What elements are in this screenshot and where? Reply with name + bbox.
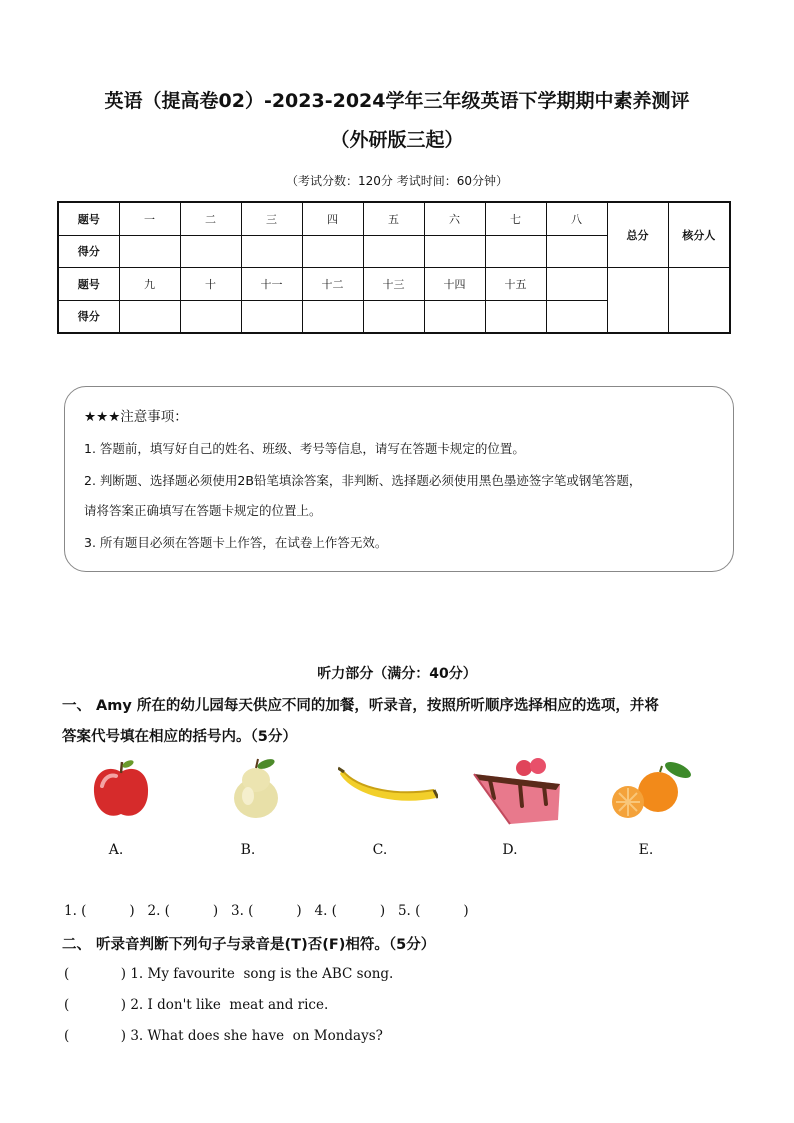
- question-number-cell: 十五: [485, 267, 546, 300]
- banana-icon: [338, 756, 438, 804]
- score-cell[interactable]: [546, 235, 607, 267]
- question-1-instruction: 一、 Amy 所在的幼儿园每天供应不同的加餐，听录音，按照所听顺序选择相应的选项，并将: [62, 698, 659, 714]
- option-c-label: C.: [372, 842, 388, 858]
- question-number-cell: 五: [363, 202, 424, 235]
- notice-item: 2. 判断题、选择题必须使用2B铅笔填涂答案，非判断、选择题必须使用黑色墨迹签字笔或钢笔答题，: [84, 473, 642, 488]
- score-cell[interactable]: [424, 235, 485, 267]
- score-cell[interactable]: [241, 300, 302, 333]
- score-cell[interactable]: [180, 300, 241, 333]
- score-cell[interactable]: [546, 300, 607, 333]
- score-cell[interactable]: [241, 235, 302, 267]
- score-cell[interactable]: [180, 235, 241, 267]
- score-label: 得分: [58, 300, 119, 333]
- question-number-cell: 二: [180, 202, 241, 235]
- option-d-label: D.: [502, 842, 518, 858]
- answer-blanks[interactable]: 1. ( ) 2. ( ) 3. ( ) 4. ( ) 5. ( ): [64, 903, 469, 919]
- orange-icon: [604, 758, 696, 822]
- tf-item[interactable]: ( ) 3. What does she have on Mondays?: [64, 1028, 383, 1044]
- option-e-label: E.: [638, 842, 654, 858]
- question-number-cell: 三: [241, 202, 302, 235]
- question-number-cell: 十二: [302, 267, 363, 300]
- notice-item: 1. 答题前，填写好自己的姓名、班级、考号等信息，请写在答题卡规定的位置。: [84, 441, 525, 456]
- question-number-cell: 一: [119, 202, 180, 235]
- score-cell[interactable]: [302, 235, 363, 267]
- cake-icon: [470, 754, 564, 826]
- score-cell[interactable]: [363, 300, 424, 333]
- apple-icon: [88, 756, 154, 822]
- option-b-label: B.: [240, 842, 256, 858]
- pear-icon: [228, 756, 284, 820]
- notice-heading: ★★★注意事项：: [84, 409, 188, 425]
- question-number-cell: 七: [485, 202, 546, 235]
- question-number-label: 题号: [58, 202, 119, 235]
- question-number-cell: 六: [424, 202, 485, 235]
- question-number-cell: 十四: [424, 267, 485, 300]
- tf-item[interactable]: ( ) 1. My favourite song is the ABC song.: [64, 966, 394, 982]
- question-number-label: 题号: [58, 267, 119, 300]
- score-cell[interactable]: [485, 300, 546, 333]
- score-cell[interactable]: [119, 300, 180, 333]
- tf-item[interactable]: ( ) 2. I don't like meat and rice.: [64, 997, 329, 1013]
- question-number-cell: 十: [180, 267, 241, 300]
- listening-heading: 听力部分（满分：40分）: [317, 666, 477, 682]
- score-cell[interactable]: [302, 300, 363, 333]
- question-number-cell: 八: [546, 202, 607, 235]
- question-1-instruction-cont: 答案代号填在相应的括号内。（5分）: [62, 729, 297, 745]
- question-2-instruction: 二、 听录音判断下列句子与录音是(T)否(F)相符。（5分）: [62, 937, 436, 953]
- exam-info: （考试分数：120分 考试时间：60分钟）: [286, 174, 508, 188]
- page-title: 英语（提高卷02）-2023-2024学年三年级英语下学期期中素养测评: [104, 90, 690, 112]
- checker-label: 核分人: [668, 202, 730, 267]
- score-cell[interactable]: [363, 235, 424, 267]
- question-number-cell: 十一: [241, 267, 302, 300]
- question-number-cell: 十三: [363, 267, 424, 300]
- score-cell[interactable]: [485, 235, 546, 267]
- notice-item: 请将答案正确填写在答题卡规定的位置上。: [84, 503, 322, 518]
- score-table: [57, 201, 731, 334]
- option-a-label: A.: [108, 842, 124, 858]
- question-number-cell: 四: [302, 202, 363, 235]
- score-cell[interactable]: [424, 300, 485, 333]
- total-score-cell[interactable]: [607, 267, 668, 333]
- question-number-cell: [546, 267, 607, 300]
- score-cell[interactable]: [119, 235, 180, 267]
- checker-cell[interactable]: [668, 267, 730, 333]
- notice-item: 3. 所有题目必须在答题卡上作答，在试卷上作答无效。: [84, 535, 388, 550]
- question-number-cell: 九: [119, 267, 180, 300]
- page-subtitle: （外研版三起）: [330, 129, 464, 151]
- score-label: 得分: [58, 235, 119, 267]
- total-score-label: 总分: [607, 202, 668, 267]
